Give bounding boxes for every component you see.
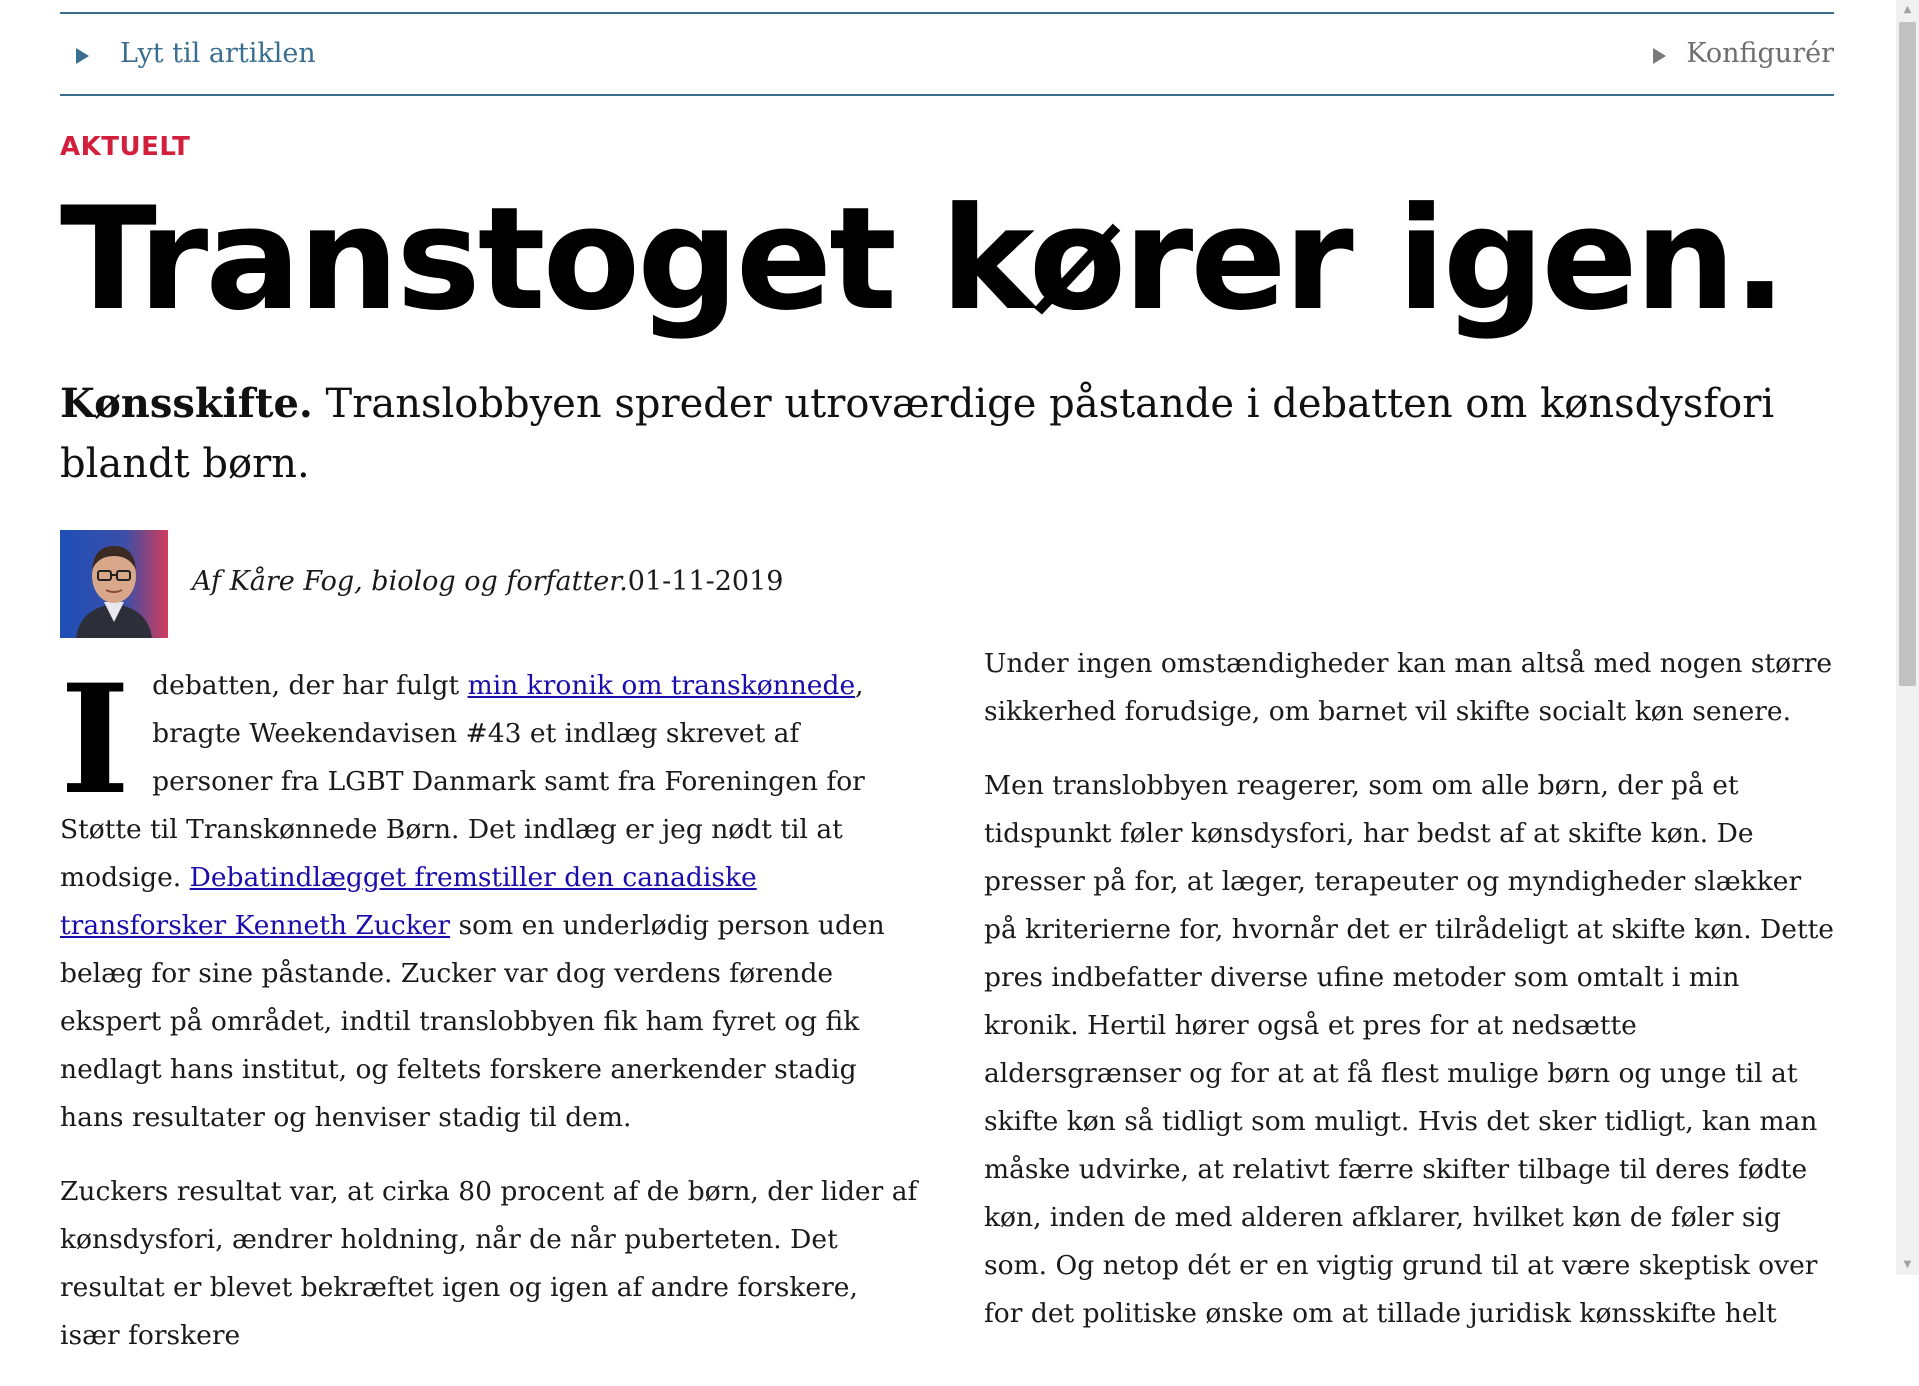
kronik-link[interactable]: min kronik om transkønnede — [467, 670, 856, 701]
headline: Transtoget kører igen. — [60, 177, 1784, 342]
scrollbar-thumb[interactable] — [1899, 22, 1916, 686]
article-column-right — [984, 640, 1836, 1364]
paragraph — [60, 652, 920, 1142]
paragraph-text: debatten, der har fulgt — [152, 670, 468, 701]
paragraph-text: , bragte Weekendavisen #43 et indlæg skrevet af personer fra LGBT Danmark samt fra Foreningen for Støtte til Transkønnede Børn. Det indlæg er jeg nødt til at modsige. — [60, 670, 865, 893]
paragraph: Under ingen omstændigheder kan man altså med nogen større sikkerhed forudsige, om barnet vil skifte socialt køn senere. — [984, 648, 1833, 727]
scrollbar[interactable] — [1896, 0, 1919, 1275]
author-avatar[interactable] — [60, 530, 168, 638]
play-icon[interactable] — [76, 48, 89, 64]
byline-date: 01-11-2019 — [627, 566, 784, 597]
drop-cap: I — [60, 652, 131, 828]
article-column-left — [60, 650, 920, 1386]
configure-button[interactable]: Konfigurér — [1686, 38, 1834, 69]
teaser — [60, 374, 1834, 494]
paragraph-text: som en underlødig person uden belæg for sine påstande. Zucker var dog verdens førende ekspert på området, indtil translobbyen fik ham fyret og fik nedlagt hans institut, og feltets forskere anerkender stadig hans resultater og henviser stadig til dem. — [60, 910, 885, 1133]
section-label[interactable]: AKTUELT — [60, 132, 191, 162]
paragraph: Men translobbyen reagerer, som om alle børn, der på et tidspunkt føler kønsdysfori, har bedst af at skifte køn. De presser på for, at læger, terapeuter og myndigheder slækker på kriterierne for, hvornår det er tilrådeligt at skifte køn. Dette pres indbefatter diverse ufine metoder som omtalt i min kronik. Hertil hører også et pres for at nedsætte aldersgrænser og for at at få flest mulige børn og unge til at skifte køn så tidligt som muligt. Hvis det sker tidligt, kan man måske udvirke, at relativt færre skifter tilbage til deres fødte køn, inden de med alderen afklarer, hvilket køn de føler sig som. Og netop dét er en vigtig grund til at være skeptisk over for det politiske ønske om at tillade juridisk kønsskifte helt — [984, 770, 1834, 1329]
listen-bar — [60, 12, 1834, 96]
debatindlaeg-link[interactable]: Debatindlægget fremstiller den canadiske transforsker Kenneth Zucker — [60, 862, 757, 941]
scroll-down-icon[interactable]: ▼ — [1903, 1259, 1912, 1270]
triangle-right-icon[interactable] — [1653, 48, 1666, 64]
paragraph: Zuckers resultat var, at cirka 80 procent af de børn, der lider af kønsdysfori, ændrer holdning, når de når puberteten. Det resultat er blevet bekræftet igen og igen af andre forskere, især forskere — [60, 1176, 918, 1351]
listen-button[interactable]: Lyt til artiklen — [120, 38, 316, 69]
byline-author: Af Kåre Fog, biolog og forfatter. — [192, 566, 628, 597]
byline-text — [192, 566, 783, 597]
teaser-text: Translobbyen spreder utroværdige påstande i debatten om kønsdysfori blandt børn. — [60, 381, 1775, 487]
teaser-lead: Kønsskifte. — [60, 380, 313, 427]
byline — [60, 530, 960, 638]
scroll-up-icon[interactable]: ▲ — [1903, 4, 1912, 15]
